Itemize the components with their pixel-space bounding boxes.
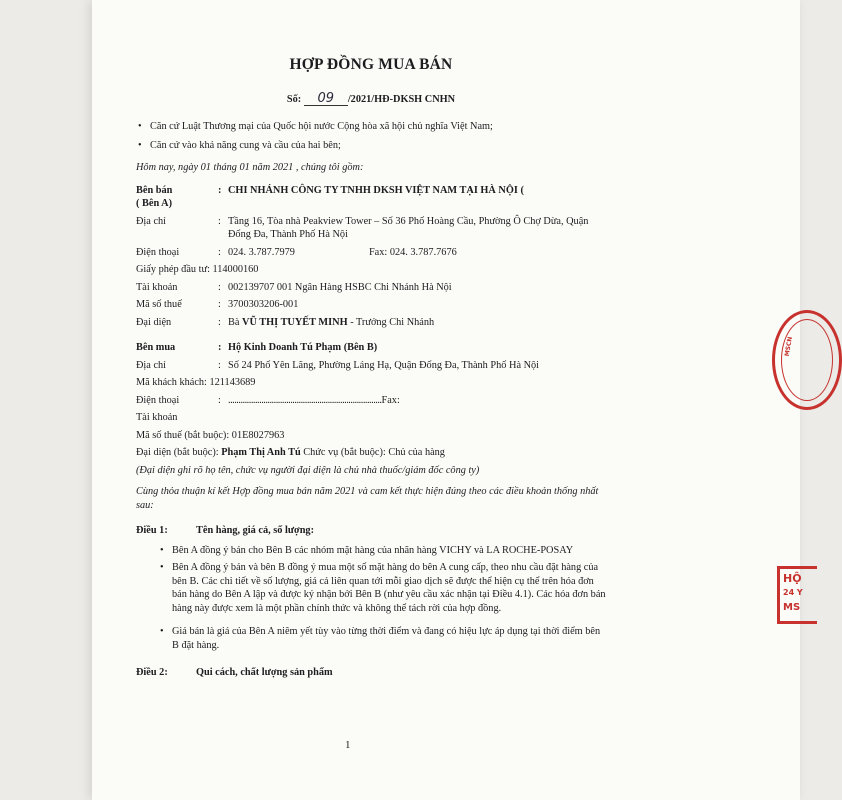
legal-basis-1: • Căn cứ Luật Thương mại của Quốc hội nước Cộng hòa xã hội chủ nghĩa Việt Nam; [136, 120, 606, 134]
seller-name: CHI NHÁNH CÔNG TY TNHH DKSH VIỆT NAM TẠI HÀ NỘI ( [228, 184, 524, 196]
buyer-name: Hộ Kinh Doanh Tú Phạm (Bên B) [228, 342, 378, 353]
seller-name-row: Bên bán ( Bên A) : CHI NHÁNH CÔNG TY TNHH DKSH VIỆT NAM TẠI HÀ NỘI ( [136, 184, 606, 211]
document-title: HỢP ĐỒNG MUA BÁN [289, 56, 453, 73]
article-1-heading [136, 524, 606, 538]
buyer-address-label: Địa chỉ [136, 359, 167, 371]
buyer-phone-blank: .......................................................................... [228, 394, 382, 406]
buyer-rep-label: Đại diện (bắt buộc): [136, 447, 219, 458]
buyer-rep-note: (Đại diện ghi rõ họ tên, chức vụ người đại diện là chủ nhà thuốc/giám đốc công ty) [136, 464, 480, 476]
buyer-code-row [136, 376, 606, 390]
stamp-line-2: 24 Y [783, 588, 803, 597]
buyer-customer-code: Mã khách khách: 121143689 [136, 377, 256, 388]
article-2-title: Qui cách, chất lượng sản phẩm [196, 667, 333, 678]
buyer-fax: Fax: [381, 394, 400, 406]
page-number: 1 [345, 739, 351, 751]
buyer-rep-row [136, 446, 606, 460]
seller-rep-label: Đại diện [136, 316, 172, 328]
legal-basis-2: • Căn cứ vào khả năng cung và cầu của hai bên; [136, 139, 606, 153]
buyer-phone-label: Điện thoại [136, 394, 180, 406]
article-1-list [136, 544, 606, 653]
seller-rep-prefix: Bà [228, 316, 240, 328]
contract-number-suffix: /2021/HĐ-DKSH CNHN [347, 93, 456, 105]
article-1-item: • Bên A đồng ý bán và bên B đồng ý mua một số mặt hàng do bên A cung cấp, theo nhu cầu đặt hàng của bên B. Các chi tiết về số lượng, giá cả liên quan tới mỗi giao dịch sẽ được thể hiện cụ thể trên hóa đơn bán hàng do Bên A lập và được ký nhận bởi Bên B (như yêu cầu xác nhận tại Điều 4.1). Các hóa đơn bán hàng này được xem là một phần chính thức và không thể tách rời của hợp đồng. [136, 561, 606, 615]
seller-rep-row: Đại diện : Bà VŨ THỊ TUYẾT MINH - Trưởng Chi Nhánh [136, 316, 435, 328]
buyer-tax: Mã số thuế (bắt buộc): 01E8027963 [136, 429, 285, 441]
buyer-tax-row [136, 429, 606, 443]
article-2-label: Điều 2: [136, 667, 168, 678]
seller-phone-row: Điện thoại : 024. 3.787.7979 Fax: 024. 3.787.7676 [136, 246, 457, 258]
seller-account-label: Tài khoản [136, 281, 178, 293]
article-1-label: Điều 1: [136, 525, 168, 536]
contract-number-prefix: Số: [286, 93, 302, 105]
seller-address: Tầng 16, Tòa nhà Peakview Tower – Số 36 Phố Hoàng Cầu, Phường Ô Chợ Dừa, Quận Đống Đa, Thành Phố Hà Nội [228, 215, 589, 240]
red-seal [772, 310, 842, 410]
contract-body [136, 48, 606, 686]
buyer-address: Số 24 Phố Yên Lãng, Phường Láng Hạ, Quận Đống Đa, Thành Phố Hà Nội [228, 359, 540, 371]
buyer-address-row: Địa chỉ : Số 24 Phố Yên Lãng, Phường Láng Hạ, Quận Đống Đa, Thành Phố Hà Nội [136, 359, 606, 373]
seller-address-label: Địa chỉ [136, 215, 167, 227]
seal-text: MSCN [783, 336, 795, 357]
red-stamp [777, 566, 817, 624]
seller-label: Bên bán [136, 184, 173, 196]
seller-account: 002139707 001 Ngân Hàng HSBC Chi Nhánh Hà Nội [228, 281, 452, 293]
seller-address-row: Địa chỉ : Tầng 16, Tòa nhà Peakview Tower – Số 36 Phố Hoàng Cầu, Phường Ô Chợ Dừa, Quận Đống Đa, Thành Phố Hà Nội [136, 215, 606, 242]
stamp-line-3: MS [783, 602, 801, 613]
seller-license-row [136, 263, 606, 277]
seller-account-row: Tài khoản : 002139707 001 Ngân Hàng HSBC Chi Nhánh Hà Nội [136, 281, 606, 295]
buyer-rep-name: Phạm Thị Anh Tú [221, 447, 301, 458]
buyer-label: Bên mua [136, 342, 176, 353]
article-1-item: • Giá bán là giá của Bên A niêm yết tùy vào từng thời điểm và đang có hiệu lực áp dụng tại thời điểm bên B đặt hàng. [136, 625, 606, 652]
article-2-heading [136, 666, 606, 680]
seller-rep-name: VŨ THỊ TUYẾT MINH [242, 316, 348, 328]
buyer-name-row: Bên mua : Hộ Kinh Doanh Tú Phạm (Bên B) [136, 341, 606, 355]
seller-label-party: ( Bên A) [136, 198, 173, 209]
buyer-phone-row: Điện thoại : ..........................................................................Fax: [136, 394, 400, 406]
article-1-item: • Bên A đồng ý bán cho Bên B các nhóm mặt hàng của nhãn hàng VICHY và LA ROCHE-POSAY [136, 544, 606, 558]
stamp-line-1: HỘ [783, 572, 802, 585]
buyer-account-label: Tài khoản [136, 412, 178, 423]
intro-line: Hôm nay, ngày 01 tháng 01 năm 2021 , chúng tôi gồm: [136, 162, 364, 173]
seller-tax: 3700303206-001 [228, 299, 299, 310]
seller-license: Giấy phép đầu tư: 114000160 [136, 264, 259, 275]
seller-phone: 024. 3.787.7979 [228, 246, 295, 258]
seller-phone-label: Điện thoại [136, 246, 180, 258]
buyer-account-row [136, 411, 606, 425]
seller-rep-title: - Trưởng Chi Nhánh [350, 316, 435, 328]
article-1-title: Tên hàng, giá cả, số lượng: [196, 525, 315, 536]
seller-tax-label: Mã số thuế [136, 299, 182, 310]
agreement-statement: Cùng thỏa thuận kí kết Hợp đồng mua bán năm 2021 và cam kết thực hiện đúng theo các điều khoản thống nhất sau: [136, 486, 599, 511]
contract-number-handwritten: 09 [304, 93, 348, 106]
buyer-rep-role: Chức vụ (bắt buộc): Chủ của hàng [303, 447, 445, 458]
seller-fax: Fax: 024. 3.787.7676 [368, 246, 457, 258]
contract-number [136, 90, 606, 107]
seller-tax-row: Mã số thuế : 3700303206-001 [136, 298, 606, 312]
